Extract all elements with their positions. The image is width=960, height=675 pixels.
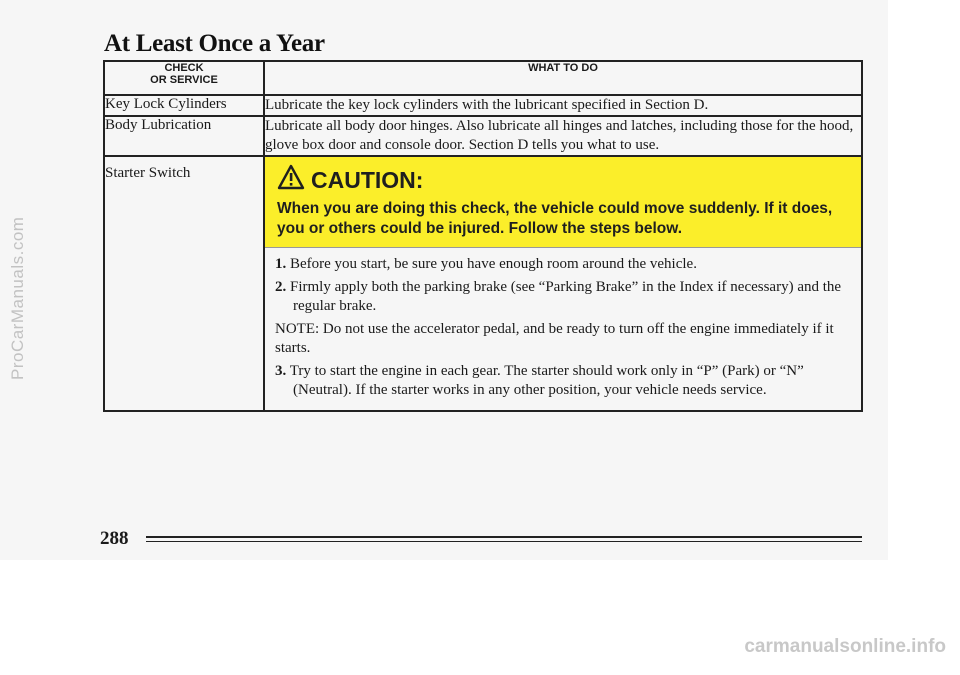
- page-title: At Least Once a Year: [104, 30, 325, 57]
- step-1: [275, 255, 851, 274]
- header-check-or-service: [104, 61, 264, 95]
- header-what-to-do: WHAT TO DO: [264, 61, 862, 95]
- table-row: [104, 156, 862, 411]
- header-check-line2: OR SERVICE: [150, 74, 218, 86]
- table-row: [104, 95, 862, 116]
- step-2: [275, 278, 851, 316]
- warning-triangle-icon: [277, 164, 311, 196]
- step-note: NOTE: Do not use the accelerator pedal, and be ready to turn off the engine immediately if it starts.: [275, 321, 834, 356]
- step-3-number: 3.: [275, 363, 287, 379]
- step-1-text: Before you start, be sure you have enough room around the vehicle.: [290, 256, 697, 272]
- step-1-number: 1.: [275, 256, 287, 272]
- step-2-text: Firmly apply both the parking brake (see “Parking Brake” in the Index if necessary) and the regular brake.: [290, 279, 842, 314]
- maintenance-table: [103, 60, 863, 412]
- row-item-starter-switch: Starter Switch: [104, 156, 264, 411]
- row-item-key-lock: Key Lock Cylinders: [104, 95, 264, 116]
- row-item-body-lubrication: Body Lubrication: [104, 116, 264, 156]
- row-action-body-lubrication: Lubricate all body door hinges. Also lubricate all hinges and latches, including those for the hood, glove box door and console door. Section D tells you what to use.: [264, 116, 862, 156]
- step-3-text: Try to start the engine in each gear. The starter should work only in “P” (Park) or “N” (Neutral). If the starter works in any other position, your vehicle needs service.: [289, 363, 804, 398]
- row-action-key-lock: Lubricate the key lock cylinders with the lubricant specified in Section D.: [264, 95, 862, 116]
- watermark-bottom: carmanualsonline.info: [744, 636, 946, 657]
- watermark-left: ProCarManuals.com: [8, 216, 27, 380]
- step-3: [275, 362, 851, 400]
- row-action-starter-switch: [264, 156, 862, 411]
- header-check-line1: CHECK: [164, 62, 204, 74]
- page-number: 288: [100, 528, 129, 549]
- step-2-number: 2.: [275, 279, 287, 295]
- caution-heading: [277, 163, 849, 197]
- footer-rule-thin: [146, 541, 862, 542]
- footer-rule-thick: [146, 536, 862, 538]
- table-header-row: [104, 61, 862, 95]
- caution-title: CAUTION:: [311, 166, 424, 193]
- table-row: [104, 116, 862, 156]
- starter-steps: [265, 248, 861, 410]
- caution-box: [265, 157, 861, 248]
- caution-text: When you are doing this check, the vehicle could move suddenly. If it does, you or others could be injured. Follow the steps below.: [277, 200, 833, 237]
